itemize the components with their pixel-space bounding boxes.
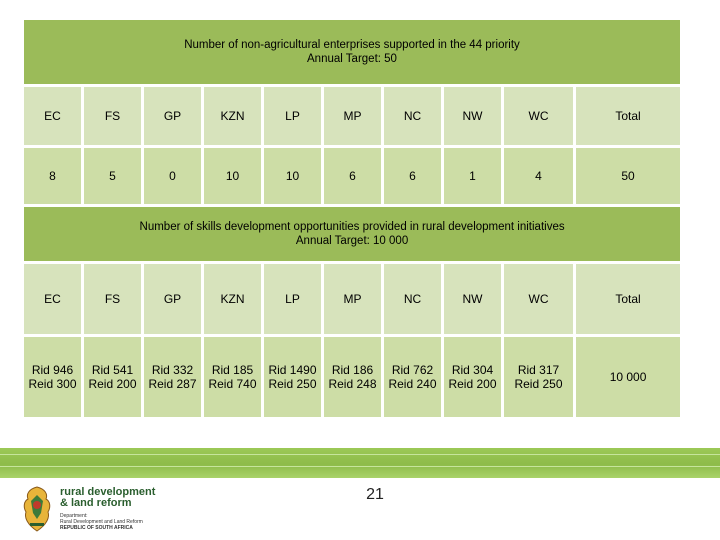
table-title-line2: Annual Target: 10 000	[295, 235, 409, 247]
department-logo	[20, 485, 190, 533]
cell-line: Reid 200	[88, 377, 137, 391]
table-cell	[263, 336, 323, 419]
column-header: GP	[143, 86, 203, 147]
footer-bar	[0, 448, 720, 478]
column-header: WC	[503, 86, 575, 147]
table-header-row	[23, 263, 682, 336]
column-header: Total	[575, 263, 682, 336]
table-title-line1: Number of non-agricultural enterprises supported in the 44 priority	[184, 39, 520, 51]
table-row	[23, 147, 682, 206]
table-title-line2: Annual Target: 50	[307, 53, 397, 65]
cell-line: Reid 250	[268, 377, 317, 391]
column-header: EC	[23, 263, 83, 336]
cell-line: 10 000	[609, 370, 647, 384]
table-title-row	[23, 206, 682, 263]
column-header: KZN	[203, 263, 263, 336]
table-cell: 6	[323, 147, 383, 206]
table-cell: 10	[203, 147, 263, 206]
cell-line: Reid 287	[148, 377, 197, 391]
cell-line: Rid 186	[331, 363, 374, 377]
table-title-line1: Number of skills development opportunities provided in rural development initiatives	[139, 221, 565, 233]
footer-stripe	[0, 454, 720, 455]
cell-line: Rid 762	[391, 363, 434, 377]
column-header: LP	[263, 86, 323, 147]
column-header: FS	[83, 263, 143, 336]
logo-line2: & land reform	[60, 497, 132, 509]
table-cell	[143, 336, 203, 419]
logo-line1: rural development	[60, 486, 156, 498]
cell-line: Rid 185	[211, 363, 254, 377]
cell-line: Rid 304	[451, 363, 494, 377]
cell-line: Rid 332	[151, 363, 194, 377]
logo-line3: Department:	[60, 513, 88, 519]
cell-line: Reid 248	[328, 377, 377, 391]
enterprises-table	[21, 17, 683, 207]
table-cell: 0	[143, 147, 203, 206]
cell-line: Reid 740	[208, 377, 257, 391]
cell-line: Rid 1490	[268, 363, 317, 377]
table-cell	[23, 336, 83, 419]
table-cell: 10	[263, 147, 323, 206]
logo-line5: REPUBLIC OF SOUTH AFRICA	[60, 525, 133, 531]
cell-line: Reid 240	[388, 377, 437, 391]
cell-line: Rid 946	[31, 363, 74, 377]
column-header: FS	[83, 86, 143, 147]
column-header: GP	[143, 263, 203, 336]
cell-line: Rid 317	[517, 363, 560, 377]
cell-line: Rid 541	[91, 363, 134, 377]
table-cell	[575, 336, 682, 419]
table-title	[23, 206, 682, 263]
cell-line: Reid 300	[28, 377, 77, 391]
table-cell: 1	[443, 147, 503, 206]
table-cell	[323, 336, 383, 419]
table-cell: 6	[383, 147, 443, 206]
table-title	[23, 19, 682, 86]
table-cell	[443, 336, 503, 419]
page-number: 21	[366, 486, 384, 503]
table-cell: 50	[575, 147, 682, 206]
table-cell: 5	[83, 147, 143, 206]
column-header: EC	[23, 86, 83, 147]
table-cell	[83, 336, 143, 419]
column-header: Total	[575, 86, 682, 147]
column-header: NW	[443, 86, 503, 147]
cell-line: Reid 250	[514, 377, 563, 391]
table-row	[23, 336, 682, 419]
table-cell	[503, 336, 575, 419]
column-header: KZN	[203, 86, 263, 147]
table-cell	[203, 336, 263, 419]
table-cell: 8	[23, 147, 83, 206]
coat-of-arms-icon	[20, 485, 54, 533]
table-title-row	[23, 19, 682, 86]
table-cell	[383, 336, 443, 419]
column-header: MP	[323, 263, 383, 336]
skills-development-table	[21, 204, 683, 420]
column-header: NC	[383, 263, 443, 336]
table-header-row	[23, 86, 682, 147]
table-cell: 4	[503, 147, 575, 206]
column-header: LP	[263, 263, 323, 336]
logo-line4: Rural Development and Land Reform	[60, 519, 143, 525]
column-header: NC	[383, 86, 443, 147]
column-header: WC	[503, 263, 575, 336]
cell-line: Reid 200	[448, 377, 497, 391]
footer-stripe	[0, 466, 720, 467]
column-header: NW	[443, 263, 503, 336]
logo-text	[60, 487, 155, 531]
column-header: MP	[323, 86, 383, 147]
